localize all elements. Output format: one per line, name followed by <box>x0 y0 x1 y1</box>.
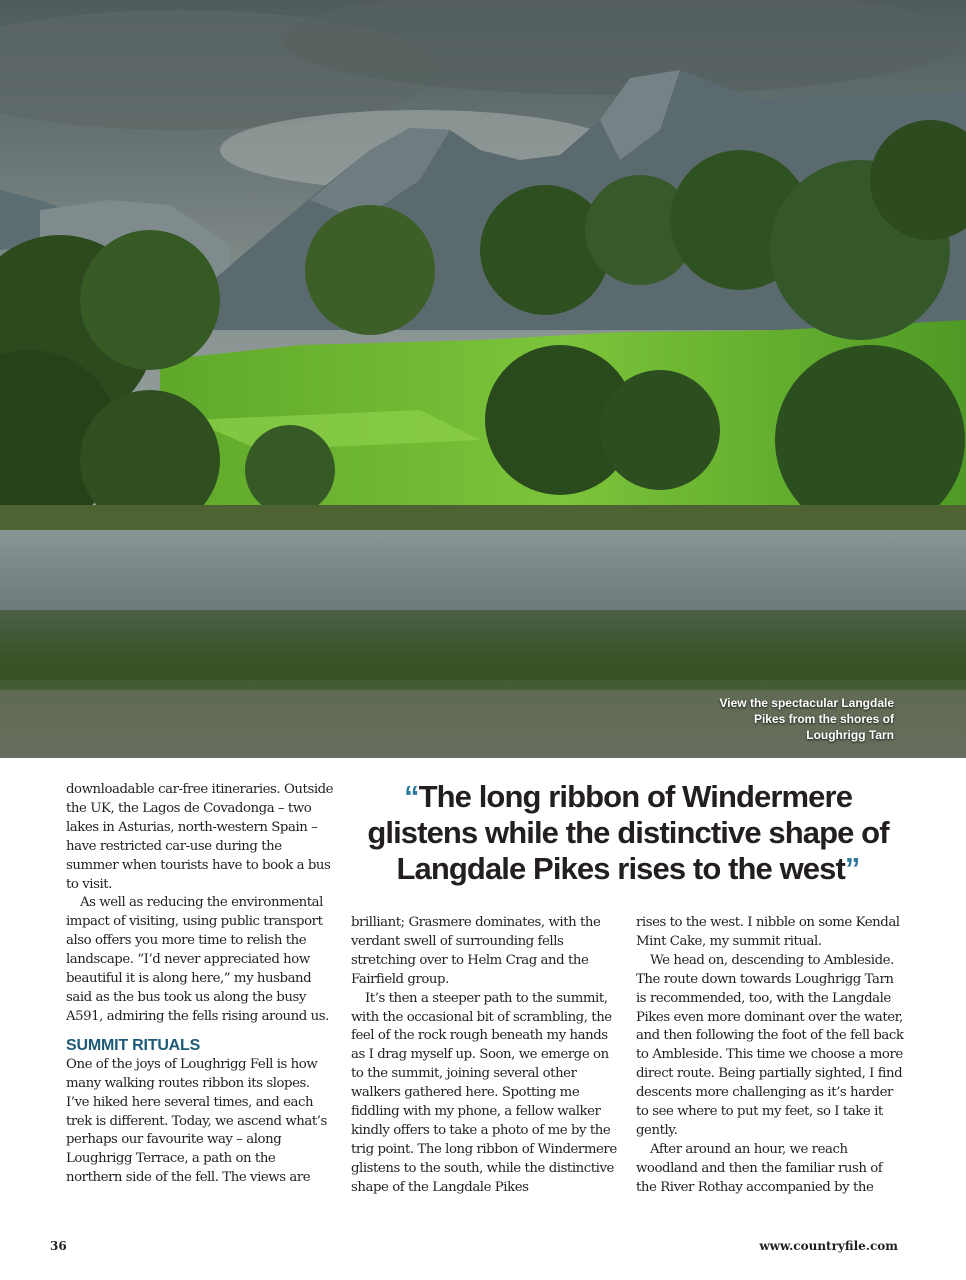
paragraph: It’s then a steeper path to the summit, with the occasional bit of scrambling, the feel of the rock rough beneath my hands as I drag myself up. Soon, we emerge on to the summit, joining several other walkers gathered here. Spotting me fiddling with my phone, a fellow walker kindly offers to take a photo of me by the trig point. The long ribbon of Windermere glistens to the south, while the distinctive shape of the Langdale Pikes <box>351 990 617 1195</box>
paragraph: After around an hour, we reach woodland and then the familiar rush of the River Rothay accompanied by the <box>636 1141 883 1195</box>
open-quote-mark: “ <box>403 779 419 814</box>
close-quote-mark: ” <box>844 851 860 886</box>
pull-quote <box>350 779 906 887</box>
paragraph: One of the joys of Loughrigg Fell is how many walking routes ribbon its slopes. I’ve hiked here several times, and each trek is different. Today, we ascend what’s perhaps our favourite way – along Loughrigg Terrace, a path on the northern side of the fell. The views are <box>66 1056 327 1186</box>
paragraph: We head on, descending to Ambleside. The route down towards Loughrigg Tarn is recommended, too, with the Langdale Pikes even more dominant over the water, and then following the foot of the fell back to Ambleside. This time we choose a more direct route. Being partially sighted, I find descents more challenging as it’s harder to see where to put my feet, so I take it gently. <box>636 952 904 1138</box>
article-column-2 <box>351 914 619 1198</box>
pull-quote-text: The long ribbon of Windermere glistens while the distinctive shape of Langdale Pikes rises to the west <box>367 779 889 886</box>
section-subhead: SUMMIT RITUALS <box>66 1036 201 1054</box>
photo-caption: View the spectacular Langdale Pikes from the shores of Loughrigg Tarn <box>719 696 894 742</box>
article-column-3 <box>636 914 904 1198</box>
paragraph: brilliant; Grasmere dominates, with the verdant swell of surrounding fells stretching over to Helm Crag and the Fairfield group. <box>351 915 601 987</box>
paragraph: As well as reducing the environmental impact of visiting, using public transport also offers you more time to relish the landscape. “I’d never appreciated how beautiful it is along here,” my husband said as the bus took us along the busy A591, admiring the fells rising around us. <box>66 895 329 1024</box>
paragraph: rises to the west. I nibble on some Kendal Mint Cake, my summit ritual. <box>636 915 900 949</box>
paragraph: downloadable car-free itineraries. Outside the UK, the Lagos de Covadonga – two lakes in Asturias, north-western Spain – have restricted car-use during the summer when tourists have to book a bus to visit. <box>66 782 334 892</box>
page-number: 36 <box>50 1239 67 1253</box>
article-column-1 <box>66 781 334 1188</box>
website-url: www.countryfile.com <box>759 1239 898 1253</box>
